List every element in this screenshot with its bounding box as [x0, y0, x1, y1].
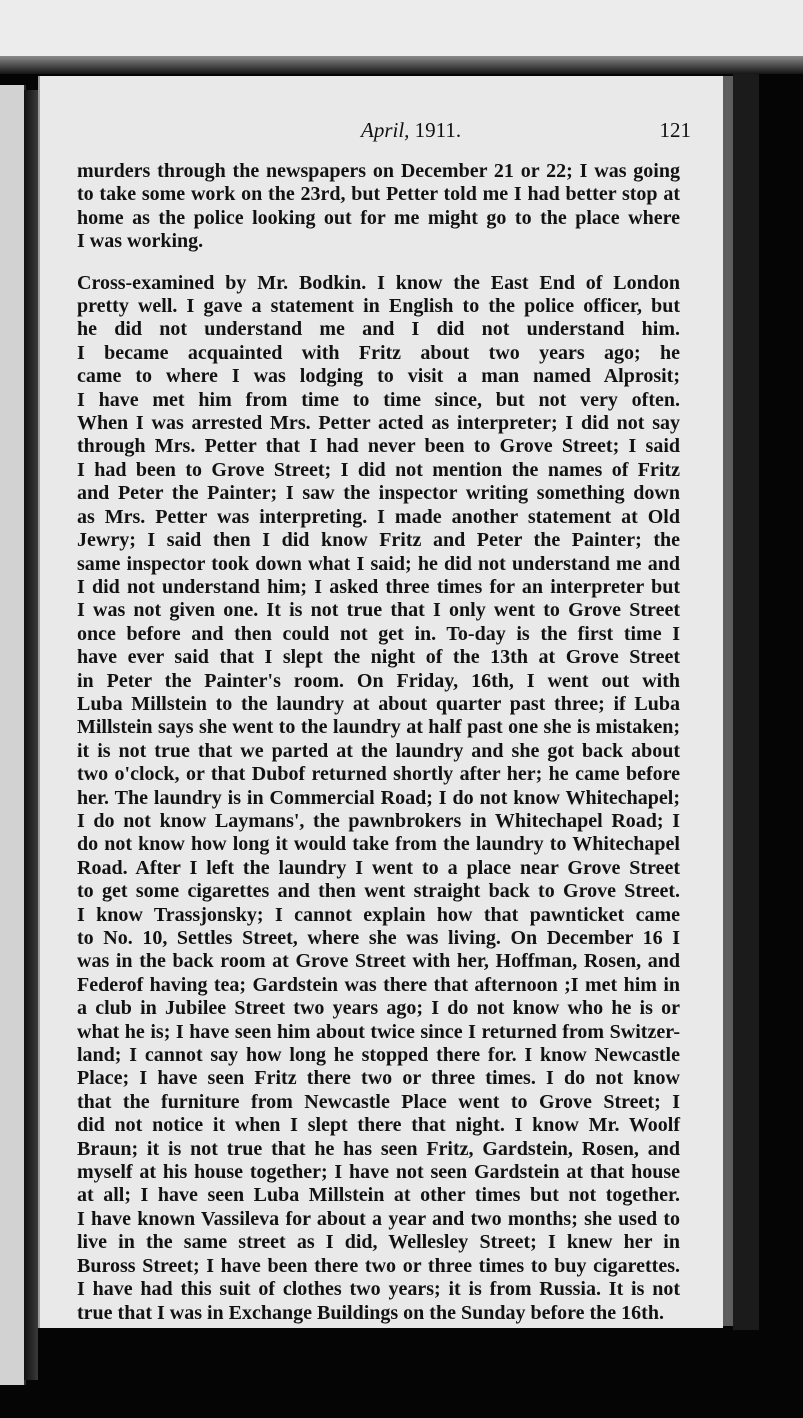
text-line: two o'clock, or that Dubof returned shortly after her; he came before [77, 763, 680, 786]
text-line: myself at his house together; I have not seen Gardstein at that house [77, 1161, 680, 1184]
text-line: to No. 10, Settles Street, where she was living. On December 16 I [77, 927, 680, 949]
text-line: do not know how long it would take from the laundry to Whitechapel [77, 833, 680, 856]
text-line: Braun; it is not true that he has seen Fritz, Gardstein, Rosen, and [77, 1137, 680, 1160]
text-line: he did not understand me and I did not understand him. [77, 318, 680, 341]
text-line: once before and then could not get in. To-day is the first time I [77, 622, 680, 645]
text-line: Buross Street; I have been there two or three times to buy cigarettes. [77, 1254, 680, 1277]
text-line: I do not know Laymans', the pawnbrokers in Whitechapel Road; I [77, 809, 680, 832]
text-line: what he is; I have seen him about twice since I returned from Switzer- [77, 1020, 680, 1043]
text-line: Place; I have seen Fritz there two or three times. I do not know [77, 1067, 680, 1090]
text-line: it is not true that we parted at the laundry and she got back about [77, 739, 680, 762]
book-page [38, 76, 723, 1328]
text-line: I became acquainted with Fritz about two years ago; he [77, 341, 680, 364]
book-top-shadow [0, 56, 803, 74]
paragraph [77, 272, 680, 1325]
text-line: Luba Millstein to the laundry at about quarter past three; if Luba [77, 692, 680, 715]
running-head [361, 118, 461, 143]
running-head-month: April, [361, 118, 410, 142]
text-line: that the furniture from Newcastle Place went to Grove Street; I [77, 1090, 680, 1113]
text-line: Millstein says she went to the laundry at half past one she is mistaken; [77, 716, 680, 739]
text-line: through Mrs. Petter that I had never been to Grove Street; I said [77, 435, 680, 458]
text-line: I have known Vassileva for about a year and two months; she used to [77, 1207, 680, 1230]
text-line: When I was arrested Mrs. Petter acted as interpreter; I did not say [77, 412, 680, 435]
paragraph [77, 160, 680, 254]
page-header [78, 118, 693, 148]
text-line: as Mrs. Petter was interpreting. I made another statement at Old [77, 505, 680, 528]
text-line: I have had this suit of clothes two years; it is from Russia. It is not [77, 1278, 680, 1301]
facing-page-edge [0, 85, 26, 1385]
book-gutter [24, 90, 38, 1380]
text-line: same inspector took down what I said; he did not understand me and [77, 552, 680, 575]
text-line: her. The laundry is in Commercial Road; I do not know Whitechapel; [77, 786, 680, 809]
text-line: I did not understand him; I asked three times for an interpreter but [77, 575, 680, 598]
text-line: and Peter the Painter; I saw the inspector writing something down [77, 482, 680, 505]
text-line: pretty well. I gave a statement in English to the police officer, but [77, 295, 680, 318]
text-line: have ever said that I slept the night of the 13th at Grove Street [77, 646, 680, 669]
text-line: I know Trassjonsky; I cannot explain how that pawnticket came [77, 903, 680, 926]
text-line: land; I cannot say how long he stopped there for. I know Newcastle [77, 1044, 680, 1067]
text-line: Federof having tea; Gardstein was there that afternoon ;I met him in [77, 973, 680, 996]
text-line: Jewry; I said then I did know Fritz and Peter the Painter; the [77, 529, 680, 552]
text-line: home as the police looking out for me might go to the place where [77, 206, 680, 229]
text-line: I had been to Grove Street; I did not mention the names of Fritz [77, 458, 680, 481]
text-line: murders through the newspapers on December 21 or 22; I was going [77, 160, 680, 182]
text-line: live in the same street as I did, Wellesley Street; I knew her in [77, 1231, 680, 1254]
text-line: to get some cigarettes and then went straight back to Grove Street. [77, 880, 680, 903]
text-line: Road. After I left the laundry I went to a place near Grove Street [77, 856, 680, 879]
text-line: came to where I was lodging to visit a man named Alprosit; [77, 365, 680, 388]
page-number: 121 [659, 118, 691, 142]
book-cover-edge [733, 74, 759, 1330]
text-line: at all; I have seen Luba Millstein at other times but not together. [77, 1184, 680, 1207]
body-text [77, 160, 680, 1325]
text-line: I was working. [77, 230, 204, 253]
text-line: true that I was in Exchange Buildings on the Sunday before the 16th. [77, 1301, 664, 1324]
text-line: did not notice it when I slept there that night. I know Mr. Woolf [77, 1114, 680, 1137]
text-line: in Peter the Painter's room. On Friday, 16th, I went out with [77, 669, 680, 692]
text-line: was in the back room at Grove Street with her, Hoffman, Rosen, and [77, 950, 680, 973]
running-head-year: 1911. [414, 118, 462, 142]
text-line: Cross-examined by Mr. Bodkin. I know the East End of London [77, 271, 680, 294]
text-line: I have met him from time to time since, but not very often. [77, 388, 680, 411]
text-line: I was not given one. It is not true that I only went to Grove Street [77, 599, 680, 622]
page-block-edge [723, 76, 733, 1326]
text-line: a club in Jubilee Street two years ago; I do not know who he is or [77, 997, 680, 1020]
text-line: to take some work on the 23rd, but Petter told me I had better stop at [77, 183, 680, 206]
